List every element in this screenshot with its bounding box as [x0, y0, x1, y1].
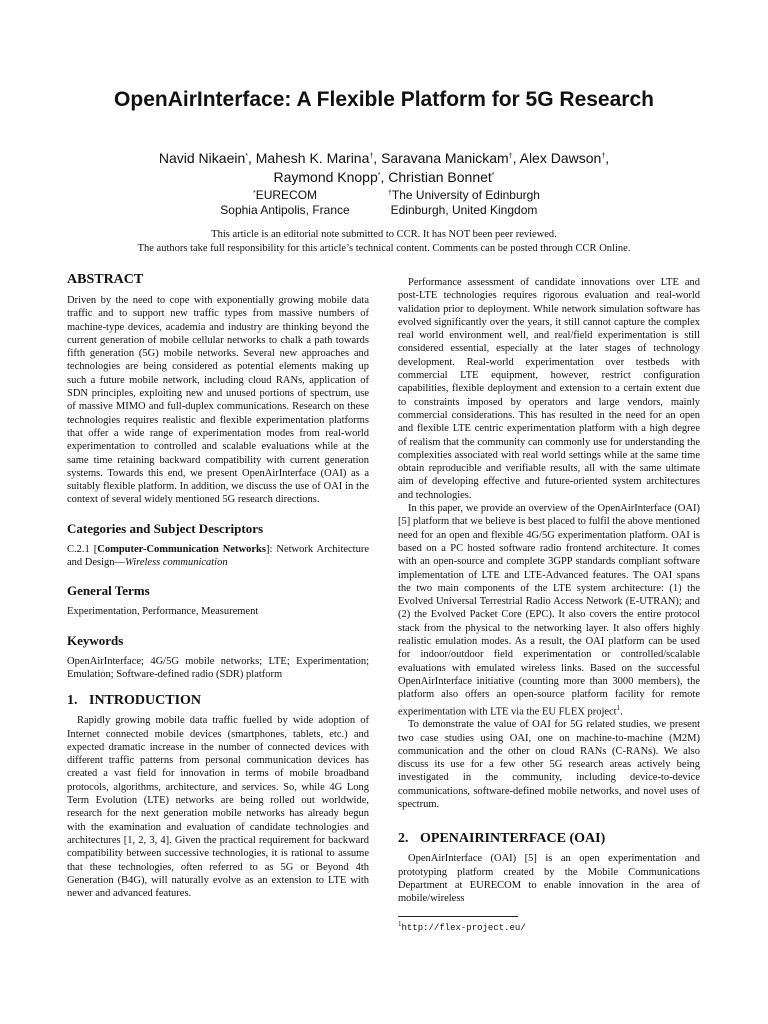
- author-name: Alex Dawson: [519, 150, 602, 166]
- abstract-text: Driven by the need to cope with exponentially growing mobile data traffic and to support new traffic types from massive numbers of machine-type devices, academia and industry are thinking beyond the current generation of mobile cellular networks to chalk a path towards fifth generation (5G) mobile networks. Several new approaches and technologies are being considered as potential elements making up such a future mobile network, including cloud RANs, application of SDN principles, exploiting new and unused portions of spectrum, use of massive MIMO and full-duplex communications. Research on these technologies requires realistic and flexible experimentation platforms that offer a wide range of experimentation modes from real-world experimentation to controlled and scalable evaluations while at the same time retaining backward compatibility with current generation systems. Towards this end, we present OpenAirInterface (OAI) as a suitably flexible platform. In addition, we discuss the use of OAI in the context of several widely mentioned 5G research directions.: [67, 295, 369, 506]
- author-name: Saravana Manickam: [381, 150, 509, 166]
- footnote-mark: 1: [616, 703, 621, 712]
- affiliation-eurecom: [185, 186, 385, 218]
- right-column: [398, 272, 700, 933]
- affiliation-mark: †: [369, 153, 374, 160]
- affiliation-location: Edinburgh, United Kingdom: [390, 203, 538, 217]
- footnote-number: 1: [398, 919, 402, 928]
- categories-text: C.2.1 [Computer-Communication Networks]: Network Architecture and Design—Wireless communication: [67, 543, 370, 569]
- author-line-1: Navid Nikaein*, Mahesh K. Marina†, Saravana Manickam†, Alex Dawson†,: [158, 150, 610, 166]
- affiliation-edinburgh: [364, 186, 564, 218]
- affiliation-mark: *: [377, 172, 381, 179]
- affiliation-mark: *: [491, 172, 495, 179]
- author-name: Raymond Knopp: [273, 169, 378, 185]
- footnote-url[interactable]: http://flex-project.eu/: [401, 922, 526, 933]
- introduction-paragraph-2: Performance assessment of candidate innovations over LTE and post-LTE technologies requires rigorous evaluation and real-world validation prior to deployment. While network simulation software has evolved significantly over the years, it still cannot capture the complex real world environment well, and real/field experimentation is still considered essential, especially at the later stages of technology development. Real-world experimentation over testbeds with commercial LTE equipment, however, restrict configuration capabilities, flexible deployment and extension to a certain extent due to constraints imposed by operators and large vendors, mainly commercial considerations. This has resulted in the need for an open and flexible LTE centric experimentation platform with a high degree of realism that the community can commonly use for understanding the complexities associated with real world settings while at the same time obtain reproducible and verifiable results, all with the same ultimate aim of developing effective and future-oriented system architectures and technologies.: [398, 277, 700, 501]
- keywords-text: OpenAirInterface; 4G/5G mobile networks; LTE; Experimentation; Emulation; Software-defined radio (SDR) platform: [67, 655, 369, 680]
- author-name: Mahesh K. Marina: [255, 150, 370, 166]
- affiliation-mark: *: [252, 190, 256, 197]
- affiliation-name: The University of Edinburgh: [391, 188, 540, 202]
- section-2-heading: 2. OPENAIRINTERFACE (OAI): [398, 831, 606, 847]
- affiliation-name: EURECOM: [255, 188, 318, 202]
- affiliation-mark: †: [388, 190, 392, 197]
- paper-title: OpenAirInterface: A Flexible Platform for 5G Research: [114, 88, 654, 111]
- author-list: [0, 148, 768, 186]
- affiliation-mark: †: [508, 153, 513, 160]
- author-name: Navid Nikaein: [158, 150, 246, 166]
- editorial-note-line-2: The authors take full responsibility for this article’s technical content. Comments can be posted through CCR Online.: [137, 243, 631, 254]
- introduction-paragraph-1: Rapidly growing mobile data traffic fuelled by wide adoption of Internet connected mobile devices (smartphones, tablets, etc.) and expected dramatic increase in the number of connected devices with different traffic patterns from personal communication devices has created a vast field for innovation in terms of mobile broadband protocols, algorithms, architecture, and services. So, while 4G Long Term Evolution (LTE) networks are being rolled out worldwide, research for the next generation mobile networks has already begun with the examination and evaluation of candidate technologies and architectures [1, 2, 3, 4]. Given the practical requirement for backward compatibility between successive technologies, it is rational to assume that these technologies, often referred to as 5G or Beyond 4th Generation (B4G), will naturally evolve as an extension to LTE with newer and advanced features.: [67, 715, 369, 900]
- section-2-paragraph-1: OpenAirInterface (OAI) [5] is an open experimentation and prototyping platform created by the Mobile Communications Department at EURECOM to enable innovation in the area of mobile/wireless: [398, 853, 700, 905]
- footnote-rule: [398, 916, 518, 917]
- editorial-note: [0, 228, 768, 256]
- author-line-2: Raymond Knopp*, Christian Bonnet*: [273, 169, 495, 185]
- affiliation-mark: †: [601, 153, 606, 160]
- editorial-note-line-1: This article is an editorial note submitted to CCR. It has NOT been peer reviewed.: [211, 229, 557, 240]
- keywords-heading: Keywords: [67, 632, 124, 648]
- introduction-paragraph-3: In this paper, we provide an overview of the OpenAirInterface (OAI) [5] platform that we believe is best placed to fulfil the above mentioned need for an open and flexible 4G/5G experimentation platform. OAI is based on a PC hosted software radio frontend architecture. It comes with an open-source and complete 3GPP standards compliant software implementation of LTE and LTE-Advanced features. The OAI spans the two main components of the LTE system architecture: (1) the Evolved Universal Terrestrial Radio Access Network (E-UTRAN); and (2) the Evolved Packet Core (EPC). It also covers the entire protocol stack from the physical to the networking layer. It also offers highly realistic emulation modes. As a result, the OAI platform can be used for indoor/outdoor field experimentation or controlled/scalable evaluations with emulated wireless links. Based on the successful OpenAirInterface initiative (counting more than 3000 members), the platform also offers an open-source platform facility for remote experimentation with LTE via the EU FLEX project$^1$.: [398, 503, 700, 717]
- introduction-paragraph-4: To demonstrate the value of OAI for 5G related studies, we present two case studies using OAI, one on machine-to-machine (M2M) communication and the other on cloud RANs (C-RANs). We also discuss its use for a few other 5G research areas actively being investigated in the community, including device-to-device communications, software-defined mobile networks, and novel uses of spectrum.: [398, 719, 700, 811]
- general-terms-heading: General Terms: [67, 583, 150, 599]
- affiliation-mark: *: [245, 153, 248, 160]
- footnote: [398, 920, 700, 933]
- general-terms-text: Experimentation, Performance, Measurement: [67, 606, 259, 618]
- abstract-heading: ABSTRACT: [67, 272, 144, 287]
- author-name: Christian Bonnet: [388, 169, 492, 185]
- left-column: [67, 272, 369, 900]
- affiliation-location: Sophia Antipolis, France: [220, 203, 350, 217]
- categories-heading: Categories and Subject Descriptors: [67, 520, 264, 536]
- introduction-heading: 1. INTRODUCTION: [67, 693, 202, 709]
